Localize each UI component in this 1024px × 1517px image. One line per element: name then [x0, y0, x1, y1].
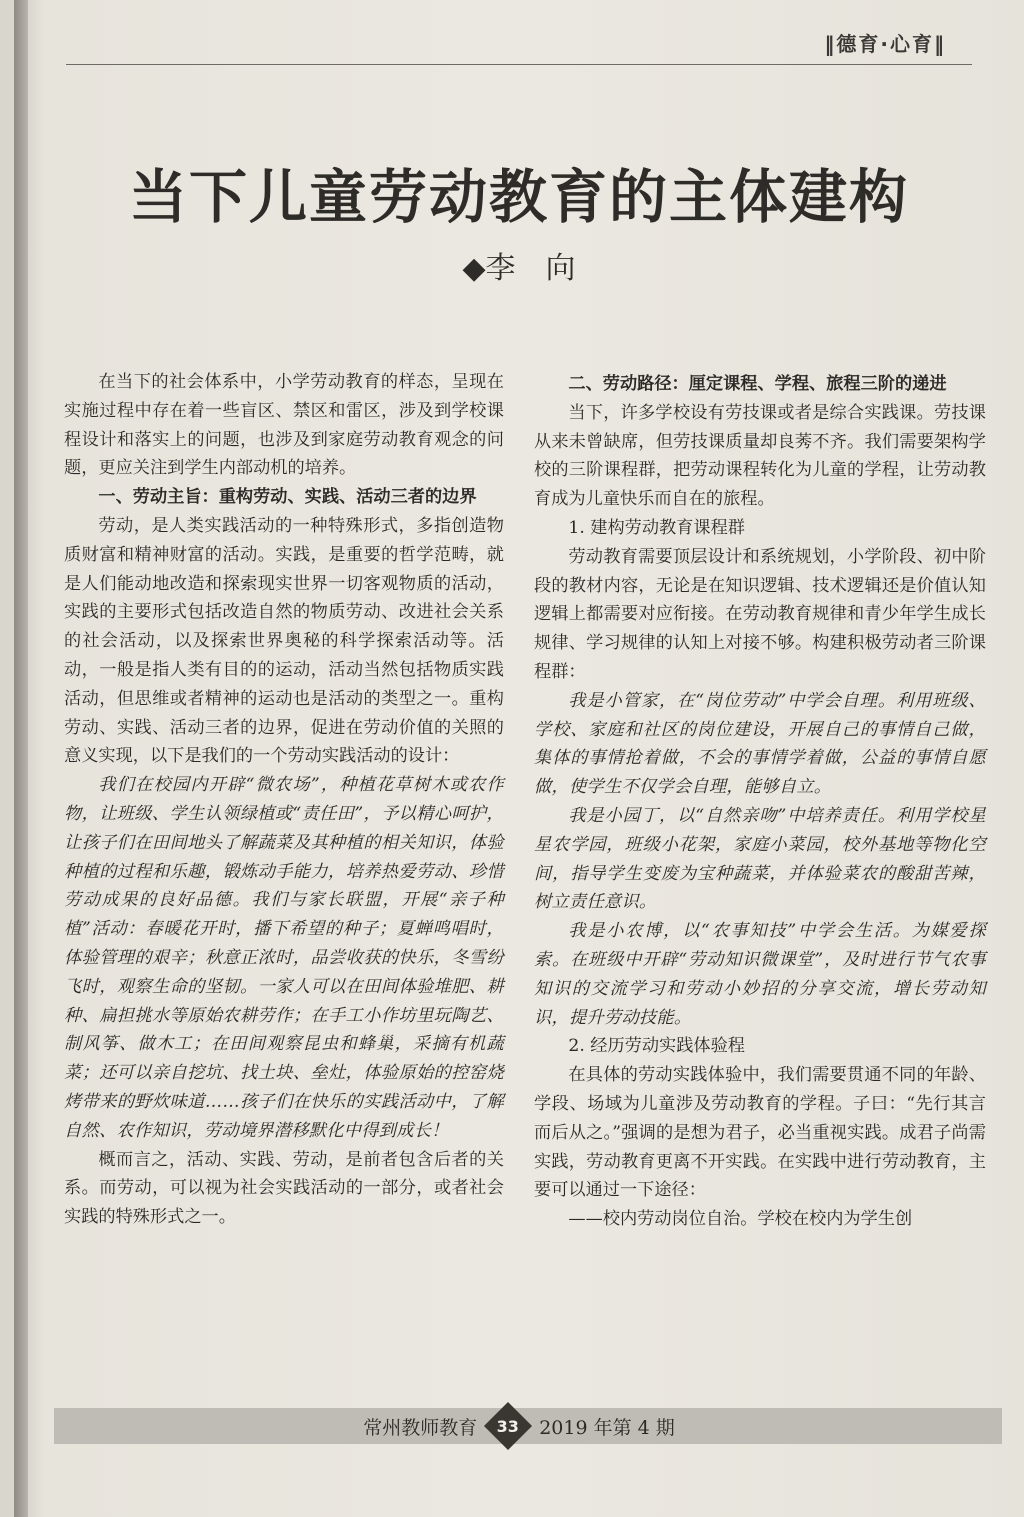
header-rule	[66, 64, 972, 65]
paragraph: 在当下的社会体系中，小学劳动教育的样态，呈现在实施过程中存在着一些盲区、禁区和雷区，涉及到学校课程设计和落实上的问题，也涉及到家庭劳动教育观念的问题，更应关注到学生内部动机的培养。	[64, 372, 504, 479]
paragraph: 劳动教育需要顶层设计和系统规划，小学阶段、初中阶段的教材内容，无论是在知识逻辑、技术逻辑还是价值认知逻辑上都需要对应衔接。在劳动教育规律和青少年学生成长规律、学习规律的认知上对接不够。构建积极劳动者三阶课程群：	[534, 546, 986, 682]
article-title: 当下儿童劳动教育的主体建构	[128, 163, 909, 231]
journal-name: 常州教师教育	[363, 1416, 478, 1439]
handwritten-style-paragraph: 我是小园丁，以“自然亲吻”中培养责任。利用学校星星农学园，班级小花架，家庭小菜园，校外基地等物化空间，指导学生变废为宝种蔬菜，并体验菜农的酸甜苦辣，树立责任意识。	[534, 805, 986, 913]
right-column	[534, 370, 986, 1234]
issue-label: 2019 年第 4 期	[539, 1416, 675, 1439]
page-number: 33	[497, 1416, 520, 1436]
subsection-heading: 2. 经历劳动实践体验程	[568, 1036, 745, 1057]
paragraph: 劳动，是人类实践活动的一种特殊形式，多指创造物质财富和精神财富的活动。实践，是重要的哲学范畴，就是人们能动地改造和探索现实世界一切客观物质的活动，实践的主要形式包括改造自然的物质劳动、改进社会关系的社会活动，以及探索世界奥秘的科学探索活动等。活动，一般是指人类有目的的运动，活动当然包括物质实践活动，但思维或者精神的运动也是活动的类型之一。重构劳动、实践、活动三者的边界，促进在劳动价值的关照的意义实现，以下是我们的一个劳动实践活动的设计：	[64, 515, 504, 767]
section-heading: 二、劳动路径：厘定课程、学程、旅程三阶的递进	[568, 374, 947, 394]
paragraph: 在具体的劳动实践体验中，我们需要贯通不同的年龄、学段、场域为儿童涉及劳动教育的学程。子曰：“先行其言而后从之。”强调的是想为君子，必当重视实践。成君子尚需实践，劳动教育更离不开实践。在实践中进行劳动教育，主要可以通过一下途径：	[534, 1065, 986, 1201]
article-author: ◆李 向	[462, 251, 576, 286]
paragraph: ——校内劳动岗位自治。学校在校内为学生创	[568, 1209, 913, 1230]
subsection-heading: 1. 建构劳动教育课程群	[568, 517, 745, 538]
section-tag: ‖德育·心育‖	[824, 32, 946, 56]
left-column	[64, 368, 504, 1232]
magazine-page	[14, 0, 1024, 1517]
page-footer	[14, 1410, 1024, 1442]
paragraph: 概而言之，活动、实践、劳动，是前者包含后者的关系。而劳动，可以视为社会实践活动的一部分，或者社会实践的特殊形式之一。	[64, 1149, 504, 1228]
paragraph: 当下，许多学校设有劳技课或者是综合实践课。劳技课从来未曾缺席，但劳技课质量却良莠不齐。我们需要架构学校的三阶课程群，把劳动课程转化为儿童的学程，让劳动教育成为儿童快乐而自在的旅程。	[534, 402, 986, 510]
handwritten-style-paragraph: 我是小农博，以“农事知技”中学会生活。为媒爱探索。在班级中开辟“劳动知识微课堂”，及时进行节气农事知识的交流学习和劳动小妙招的分享交流，增长劳动知识，提升劳动技能。	[534, 921, 986, 1028]
handwritten-style-paragraph: 我是小管家，在“岗位劳动”中学会自理。利用班级、学校、家庭和社区的岗位建设，开展自己的事情自己做，集体的事情抢着做，不会的事情学着做，公益的事情自愿做，使学生不仅学会自理，能够自立。	[534, 690, 986, 798]
section-heading: 一、劳动主旨：重构劳动、实践、活动三者的边界	[98, 487, 477, 508]
handwritten-style-paragraph: 我们在校园内开辟“微农场”，种植花草树木或农作物，让班级、学生认领绿植或“责任田”，予以精心呵护，让孩子们在田间地头了解蔬菜及其种植的相关知识，体验种植的过程和乐趣，锻炼动手能力，培养热爱劳动、珍惜劳动成果的良好品德。我们与家长联盟，开展“亲子种植”活动：春暖花开时，播下希望的种子；夏蝉鸣唱时，体验管理的艰辛；秋意正浓时，品尝收获的快乐，冬雪纷飞时，观察生命的坚韧。一家人可以在田间体验堆肥、耕种、扁担挑水等原始农耕劳作；在手工小作坊里玩陶艺、制风筝、做木工；在田间观察昆虫和蜂巢，采摘有机蔬菜；还可以亲自挖坑、找土块、垒灶，体验原始的控窑烧烤带来的野炊味道……孩子们在快乐的实践活动中，了解自然、农作知识，劳动境界潜移默化中得到成长！	[64, 775, 504, 1141]
